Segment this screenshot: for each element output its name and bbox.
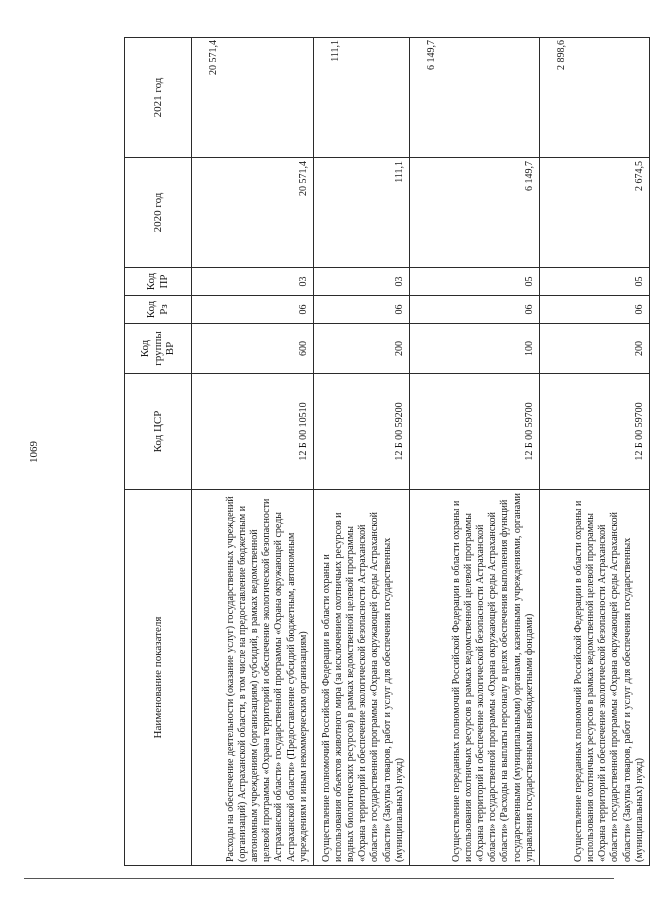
header-pr: Код ПР [125,268,192,296]
table-row [540,38,650,866]
row-2020: 20 571,4 [192,158,314,268]
row-name: Расходы на обеспечение деятельности (оказание услуг) государственных учреждений (организаций) Астраханской области, в том числе на предоставление бюджетным и автономным учреждениям (организациям) субсидий, в рамках ведомственной целевой программы «Охрана территорий и обеспечение экологической безопасности Астраханской области» государственной программы «Охрана окружающей среды Астраханской области» (Предоставление субсидий бюджетным, автономным учреждениям и иным некоммерческим организациям) [192,490,314,866]
row-name: Осуществление полномочий Российской Федерации в области охраны и использования объектов животного мира (за исключением охотничьих ресурсов и водных биологических ресурсов) в рамках ведомственной целевой программы «Охрана территорий и обеспечение экологической безопасности Астраханской области» государственной программы «Охрана окружающей среды Астраханской области» (Закупка товаров, работ и услуг для обеспечения государственных (муниципальных) нужд) [314,490,410,866]
header-2021: 2021 год [125,38,192,158]
row-2021: 6 149,7 [410,38,540,158]
row-rz: 06 [192,296,314,324]
table-row [192,38,314,866]
row-pr: 03 [192,268,314,296]
row-csr: 12 Б 00 59700 [540,374,650,490]
page-number: 1069 [28,441,40,463]
budget-table-container [124,38,645,866]
header-rz: Код Рз [125,296,192,324]
header-csr: Код ЦСР [125,374,192,490]
row-pr: 05 [410,268,540,296]
row-pr: 05 [540,268,650,296]
table-row [410,38,540,866]
row-2021: 2 898,6 [540,38,650,158]
row-rz: 06 [314,296,410,324]
row-2020: 2 674,5 [540,158,650,268]
row-name: Осуществление переданных полномочий Российской Федерации в области охраны и использования охотничьих ресурсов в рамках ведомственной целевой программы «Охрана территорий и обеспечение экологической безопасности Астраханской области» государственной программы «Охрана окружающей среды Астраханской области» (Расходы на выплаты персоналу в целях обеспечения выполнения функций государственными (муниципальными) органами, казенными учреждениями, органами управления государственными внебюджетными фондами) [410,490,540,866]
row-vr: 200 [314,324,410,374]
row-2021: 111,1 [314,38,410,158]
row-vr: 100 [410,324,540,374]
row-2020: 6 149,7 [410,158,540,268]
table-header-row [125,38,192,866]
row-csr: 12 Б 00 10510 [192,374,314,490]
row-csr: 12 Б 00 59200 [314,374,410,490]
table-row [314,38,410,866]
row-rz: 06 [540,296,650,324]
row-vr: 200 [540,324,650,374]
budget-table [124,37,650,866]
row-pr: 03 [314,268,410,296]
header-2020: 2020 год [125,158,192,268]
row-2021: 20 571,4 [192,38,314,158]
row-rz: 06 [410,296,540,324]
header-name: Наименование показателя [125,490,192,866]
header-vr: Код группы ВР [125,324,192,374]
row-csr: 12 Б 00 59700 [410,374,540,490]
row-2020: 111,1 [314,158,410,268]
scan-bottom-edge [24,878,614,879]
row-name: Осуществление переданных полномочий Российской Федерации в области охраны и использования охотничьих ресурсов в рамках ведомственной целевой программы «Охрана территорий и обеспечение экологической безопасности Астраханской области» государственной программы «Охрана окружающей среды Астраханской области» (Закупка товаров, работ и услуг для обеспечения государственных (муниципальных) нужд) [540,490,650,866]
row-vr: 600 [192,324,314,374]
